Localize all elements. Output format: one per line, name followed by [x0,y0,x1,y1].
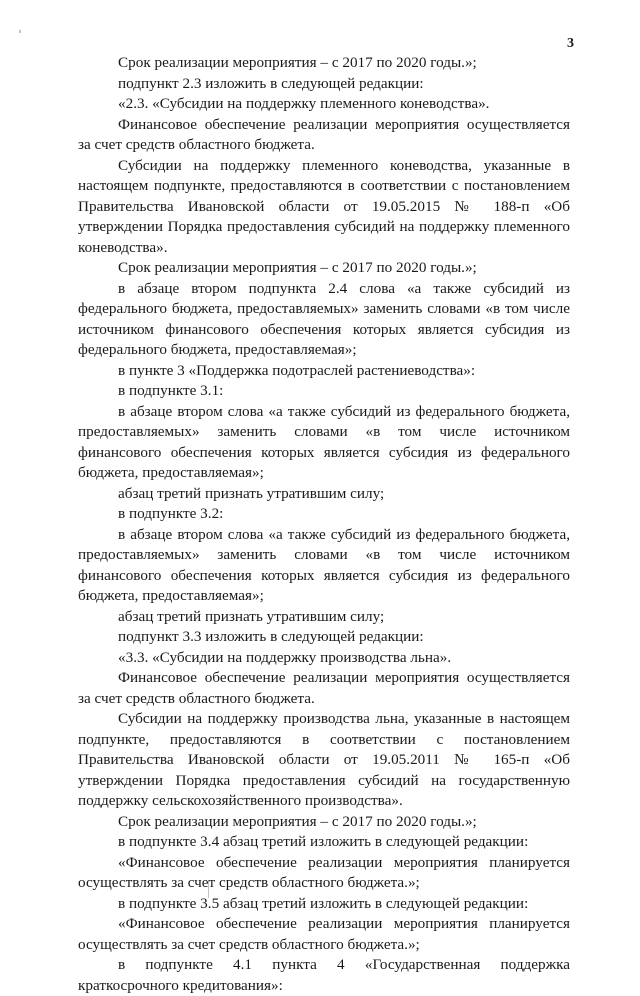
paragraph: в абзаце втором слова «а также субсидий из федерального бюджета, предоставляемых» заменить словами «в том числе источником финансового обеспечения которых является субсидия из федерального бюджета, предоставляемая»; [78,525,570,604]
paragraph: в подпункте 3.2: [118,505,224,522]
paragraph: «Финансовое обеспечение реализации мероприятия планируется осуществлять за счет средств областного бюджета.»; [78,853,570,891]
paragraph: Субсидии на поддержку племенного коневодства, указанные в настоящем подпункте, предоставляются в соответствии с постановлением Правительства Ивановской области от 19.05.2015 № 188-п «Об утверждении Порядка предоставления субсидий на поддержку племенного коневодства». [78,156,570,256]
document-body [78,53,570,996]
paragraph: «2.3. «Субсидии на поддержку племенного коневодства». [118,95,490,112]
paragraph: абзац третий признать утратившим силу; [118,484,385,502]
paragraph: в подпункте 3.1: [118,382,224,399]
paragraph: «Финансовое обеспечение реализации мероприятия планируется осуществлять за счет средств областного бюджета.»; [78,915,570,953]
scan-speck [19,30,21,33]
paragraph: в пункте 3 «Поддержка подотраслей растениеводства»: [118,361,476,379]
paragraph: в подпункте 3.5 абзац третий изложить в следующей редакции: [118,894,529,912]
paragraph: Финансовое обеспечение реализации мероприятия осуществляется за счет средств областного бюджета. [78,669,570,707]
paragraph: в подпункте 3.4 абзац третий изложить в следующей редакции: [118,833,529,850]
paragraph: Субсидии на поддержку производства льна, указанные в настоящем подпункте, предоставляются в соответствии с постановлением Правительства Ивановской области от 19.05.2011 № 165-п «Об утверждении Порядка предоставления субсидий на государственную поддержку сельскохозяйственного производства». [78,710,570,809]
paragraph: подпункт 3.3 изложить в следующей редакции: [118,628,424,645]
paragraph: в абзаце втором подпункта 2.4 слова «а также субсидий из федерального бюджета, предоставляемых» заменить словами «в том числе источником финансового обеспечения которых является субсидия из федерального бюджета, предоставляемая»; [78,279,570,358]
page-number: 3 [567,36,574,51]
paragraph: Срок реализации мероприятия – с 2017 по 2020 годы.»; [118,54,477,71]
paragraph: Срок реализации мероприятия – с 2017 по 2020 годы.»; [118,259,477,276]
paragraph: в абзаце втором слова «а также субсидий из федерального бюджета, предоставляемых» заменить словами «в том числе источником финансового обеспечения которых является субсидия из федерального бюджета, предоставляемая»; [78,402,570,481]
paragraph: «3.3. «Субсидии на поддержку производства льна». [118,648,452,666]
paragraph: Срок реализации мероприятия – с 2017 по 2020 годы.»; [118,812,477,830]
paragraph: абзац третий признать утратившим силу; [118,607,385,625]
paragraph: Финансовое обеспечение реализации мероприятия осуществляется за счет средств областного бюджета. [78,115,570,153]
paragraph: в подпункте 4.1 пункта 4 «Государственная поддержка краткосрочного кредитования»: [78,956,570,994]
paragraph: подпункт 2.3 изложить в следующей редакции: [118,74,424,92]
